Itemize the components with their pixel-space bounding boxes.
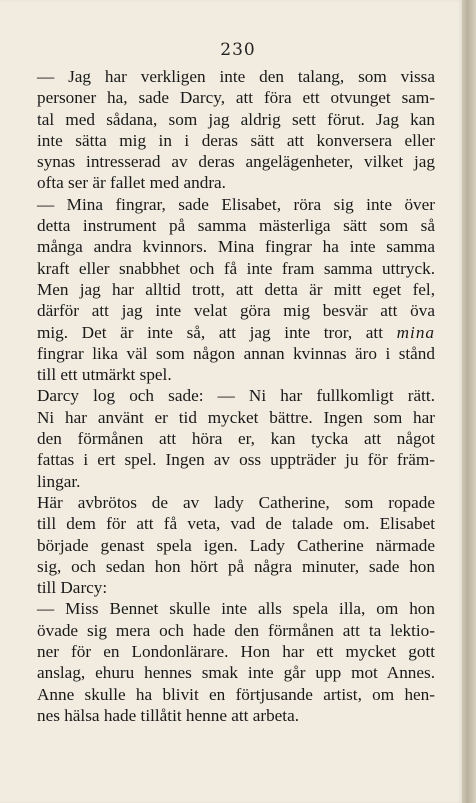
- text-line: — Miss Bennet skulle inte alls spela illa, om hon: [37, 599, 435, 619]
- text-line: började genast spela igen. Lady Catherine närmade: [37, 535, 435, 555]
- text-line: övade sig mera och hade den förmånen att ta lektio-: [37, 620, 435, 640]
- text-line: Här avbrötos de av lady Catherine, som ropade: [37, 492, 435, 512]
- text-line: nes hälsa hade tillåtit henne att arbeta.: [37, 705, 300, 725]
- emphasized-word: mina: [396, 322, 435, 342]
- text-segment: mig. Det är inte så, att jag inte tror, att: [37, 322, 397, 342]
- body-text: [37, 66, 435, 726]
- text-line: detta instrument på samma mästerliga sätt som så: [37, 216, 435, 236]
- text-line: kraft eller snabbhet och få inte fram samma uttryck.: [37, 258, 435, 278]
- text-line: lingar.: [37, 471, 81, 491]
- text-line: till Darcy:: [37, 578, 108, 598]
- page-number: 230: [220, 40, 256, 60]
- text-line: ofta ser är fallet med andra.: [37, 173, 226, 193]
- text-line: inte sätta mig in i deras sätt att konversera eller: [37, 130, 435, 150]
- text-line: Anne skulle ha blivit en förtjusande artist, om hen-: [37, 684, 435, 704]
- text-line: Darcy log och sade: — Ni har fullkomligt rätt.: [37, 386, 435, 406]
- text-line: — Jag har verkligen inte den talang, som vissa: [37, 67, 435, 86]
- text-line: därför att jag inte velat göra mig besvär att öva: [37, 301, 435, 321]
- text-line: till ett utmärkt spel.: [37, 365, 172, 385]
- text-line: ner för en Londonlärare. Hon har ett mycket gott: [37, 642, 435, 662]
- text-line: synas intresserad av deras angelägenheter, vilket jag: [37, 152, 435, 172]
- text-line: sig, och sedan hon hört på några minuter, sade hon: [37, 556, 435, 576]
- text-line: många andra kvinnors. Mina fingrar ha inte samma: [37, 237, 435, 257]
- text-line: [37, 322, 435, 343]
- text-line: den förmånen att höra er, kan tycka att något: [37, 429, 435, 449]
- text-line: Men jag har alltid trott, att detta är mitt eget fel,: [37, 279, 435, 299]
- text-line: personer ha, sade Darcy, att föra ett otvunget sam-: [37, 88, 435, 108]
- text-line: till dem för att få veta, vad de talade om. Elisabet: [37, 514, 435, 534]
- text-line: — Mina fingrar, sade Elisabet, röra sig inte över: [37, 194, 435, 214]
- text-line: Ni har använt er tid mycket bättre. Ingen som har: [37, 407, 435, 427]
- text-line: tal med sådana, som jag aldrig sett förut. Jag kan: [37, 109, 435, 129]
- text-line: anslag, ehuru hennes smak inte går upp mot Annes.: [37, 663, 435, 683]
- text-line: fingrar lika väl som någon annan kvinnas äro i stånd: [37, 343, 435, 363]
- page-edge: [462, 0, 476, 803]
- text-line: fattas i ert spel. Ingen av oss uppträder ju för främ-: [37, 450, 435, 470]
